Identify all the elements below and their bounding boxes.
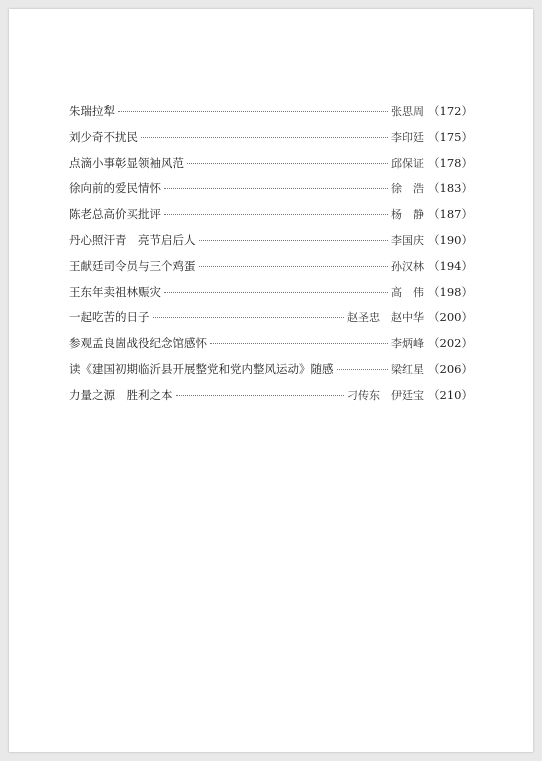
toc-entry[interactable]	[69, 125, 473, 151]
toc-entry-author: 张思周	[391, 105, 425, 118]
dot-leader	[199, 266, 389, 267]
toc-entry-page: （200）	[428, 310, 473, 325]
toc-entry-author: 赵圣忠 赵中华	[347, 311, 425, 325]
toc-entry-author: 李印廷	[391, 130, 425, 144]
dot-leader	[164, 188, 388, 189]
toc-entry-title: 王献廷司令员与三个鸡蛋	[69, 258, 196, 273]
toc-entry-author: 李国庆	[391, 233, 425, 247]
dot-leader	[199, 240, 389, 241]
toc-entry[interactable]	[69, 254, 473, 280]
toc-entry-author: 杨 静	[391, 208, 425, 222]
table-of-contents	[69, 99, 473, 409]
toc-entry[interactable]	[69, 99, 473, 125]
toc-entry-page: （175）	[428, 129, 473, 144]
dot-leader	[337, 369, 389, 370]
toc-entry-title: 朱瑞拉犁	[69, 104, 115, 118]
toc-entry-page: （206）	[428, 361, 473, 376]
toc-entry-page: （198）	[428, 284, 473, 299]
toc-entry[interactable]	[69, 176, 473, 202]
toc-entry-author: 高 伟	[391, 285, 425, 299]
dot-leader	[210, 343, 388, 344]
toc-entry-title: 王东年卖祖林赈灾	[69, 284, 161, 299]
toc-entry-title: 陈老总高价买批评	[69, 207, 161, 222]
toc-entry-author: 邱保证	[391, 156, 425, 170]
toc-entry-page: （187）	[428, 207, 473, 222]
toc-entry[interactable]	[69, 305, 473, 331]
toc-entry-page: （194）	[428, 258, 473, 273]
toc-entry-page: （190）	[428, 232, 473, 247]
toc-entry[interactable]	[69, 357, 473, 383]
toc-entry-title: 点滴小事彰显领袖风范	[69, 155, 184, 170]
toc-entry[interactable]	[69, 383, 473, 409]
toc-entry-title: 一起吃苦的日子	[69, 310, 150, 325]
dot-leader	[153, 317, 345, 318]
toc-entry-title: 丹心照汗青 亮节启后人	[69, 232, 196, 247]
toc-entry[interactable]	[69, 228, 473, 254]
dot-leader	[164, 214, 388, 215]
toc-entry-page: （210）	[428, 387, 473, 402]
toc-entry-page: （172）	[428, 104, 473, 118]
toc-entry-title: 徐向前的爱民情怀	[69, 181, 161, 196]
dot-leader	[164, 292, 388, 293]
dot-leader	[187, 163, 388, 164]
dot-leader	[118, 111, 388, 112]
toc-entry-title: 读《建国初期临沂县开展整党和党内整风运动》随感	[69, 361, 334, 376]
toc-entry-title: 力量之源 胜利之本	[69, 387, 173, 402]
dot-leader	[176, 395, 345, 396]
toc-entry-author: 孙汉林	[391, 259, 425, 273]
dot-leader	[141, 137, 388, 138]
toc-entry-title: 刘少奇不扰民	[69, 129, 138, 144]
toc-entry[interactable]	[69, 151, 473, 177]
toc-entry-page: （202）	[428, 336, 473, 351]
toc-entry-author: 刁传东 伊廷宝	[347, 388, 425, 402]
toc-entry-page: （183）	[428, 181, 473, 196]
toc-entry-author: 梁红星	[391, 362, 425, 376]
toc-entry-author: 徐 浩	[391, 182, 425, 196]
toc-entry-author: 李炳峰	[391, 337, 425, 351]
toc-entry[interactable]	[69, 202, 473, 228]
toc-entry[interactable]	[69, 331, 473, 357]
book-page	[9, 9, 533, 752]
toc-entry-page: （178）	[428, 155, 473, 170]
toc-entry[interactable]	[69, 280, 473, 306]
toc-entry-title: 参观孟良崮战役纪念馆感怀	[69, 336, 207, 351]
